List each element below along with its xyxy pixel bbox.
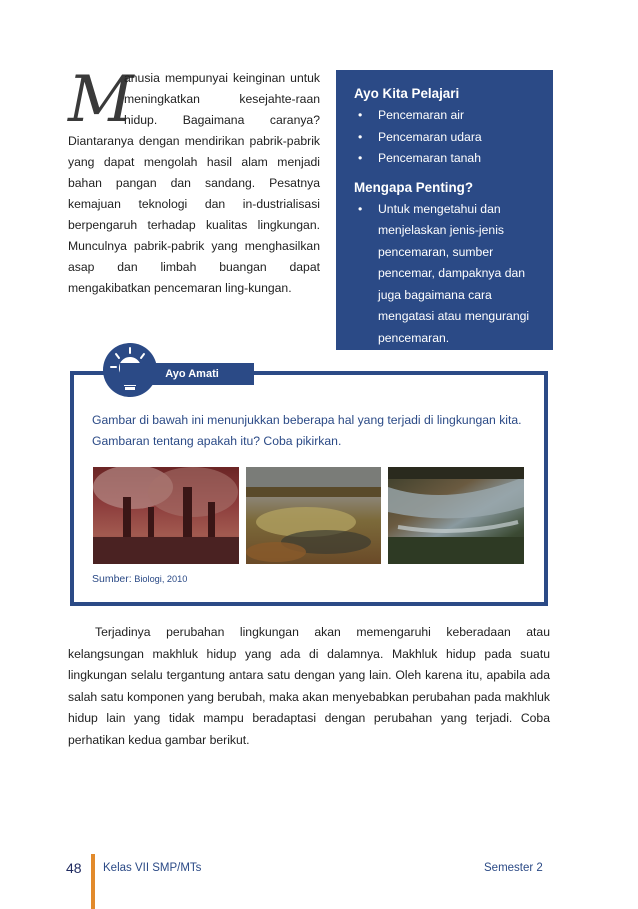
importance-list [354,199,541,350]
polluted-stream-photo [388,467,524,564]
footer-divider [91,854,95,909]
learning-item: • Pencemaran tanah [354,148,541,170]
learning-list [354,105,541,170]
image-source [92,573,187,585]
drop-cap: M [68,63,134,137]
intro-paragraph [68,63,320,299]
waste-ground-photo [246,467,381,564]
body-paragraph [68,622,550,752]
importance-item: • Untuk mengetahui dan menjelaskan jenis-jenis pencemaran, sumber pencemar, dampaknya dan juga bagaimana cara mengatasi atau mengurangi pencemaran. [354,199,541,350]
footer-class: Kelas VII SMP/MTs [103,862,202,874]
factory-smoke-photo [93,467,239,564]
learning-box [336,70,553,350]
learning-heading: Ayo Kita Pelajari [354,86,460,101]
page-number: 48 [66,860,82,876]
source-label: Sumber: [92,573,132,585]
observe-tab: Ayo Amati [120,363,254,385]
observe-text: Gambar di bawah ini menunjukkan beberapa hal yang terjadi di lingkungan kita. Gambaran tentang apakah itu? Coba pikirkan. [92,413,522,448]
importance-heading: Mengapa Penting? [354,179,474,195]
source-value: Biologi, 2010 [134,574,188,584]
body-text: Terjadinya perubahan lingkungan akan memengaruhi keberadaan atau kelangsungan makhluk hidup yang ada di dalamnya. Makhluk hidup pada suatu lingkungan selalu tergantung antara satu dengan yang lain. Oleh karena itu, apabila ada salah satu komponen yang berubah, maka akan menyebabkan perubahan pada makhluk hidup lain yang tidak mampu beradaptasi dengan perubahan yang terjadi. Coba perhatikan kedua gambar berikut. [68,625,550,747]
learning-item: • Pencemaran udara [354,127,541,149]
intro-text: anusia mempunyai keinginan untuk meningkatkan kesejahte-raan hidup. Bagaimana caranya? Diantaranya dengan mendirikan pabrik-pabrik yang dapat mengolah hasil alam menjadi bahan pangan dan sandang. Pesatnya kemajuan teknologi dan in-dustrialisasi berpengaruh terhadap kualitas lingkungan. Munculnya pabrik-pabrik yang menghasilkan asap dan limbah buangan dapat mengakibatkan pencemaran ling-kungan. [68,71,320,295]
learning-item: • Pencemaran air [354,105,541,127]
footer-semester: Semester 2 [484,862,543,874]
